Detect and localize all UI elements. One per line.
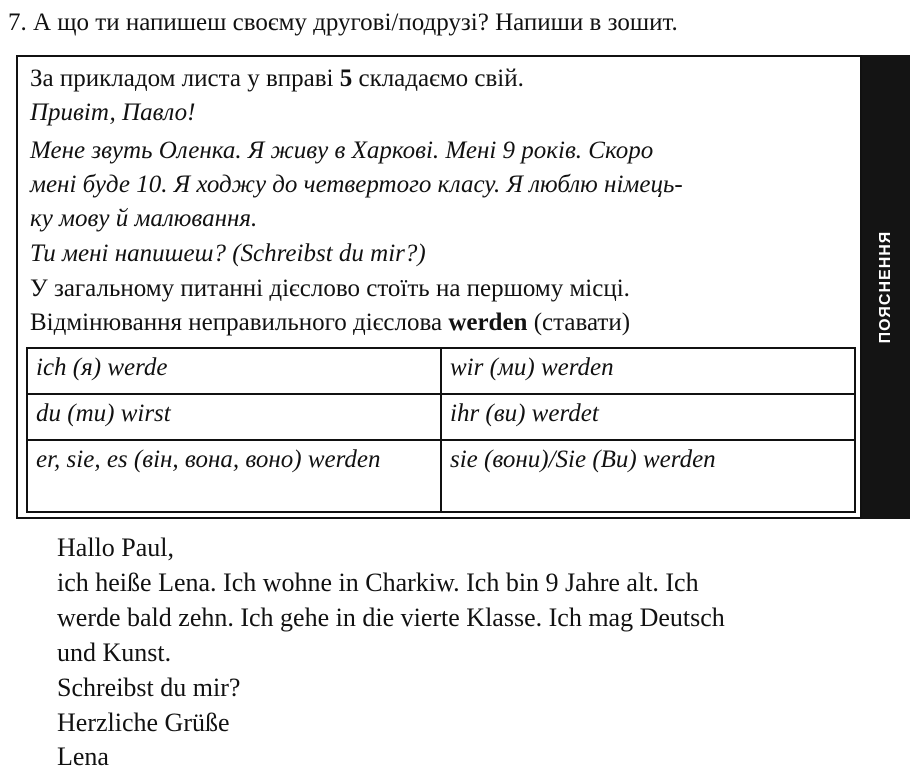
table-row [27,394,855,440]
explanation-intro [30,62,524,96]
table-cell: er, sie, es (він, вона, воно) werden [27,440,441,512]
letter-closing: Herzliche Grüße [57,708,230,737]
letter-line: werde bald zehn. Ich gehe in die vierte Klasse. Ich mag Deutsch [57,603,725,632]
caption-end: (ставати) [527,309,631,336]
letter-greeting: Hallo Paul, [57,533,174,562]
letter-line: und Kunst. [57,638,172,667]
table-row [27,348,855,394]
grammar-rule: У загальному питанні дієслово стоїть на першому місці. [30,275,630,302]
verb-werden: werden [448,309,528,336]
task-heading: 7. А що ти напишеш своєму другові/подрузі? Напиши в зошит. [8,9,678,36]
example-greeting: Привіт, Павло! [30,99,196,126]
table-cell: sie (вони)/Sie (Ви) werden [441,440,855,512]
letter-signature: Lena [57,742,109,771]
sidebar-label: ПОЯСНЕННЯ [877,230,894,344]
conjugation-caption [30,306,630,340]
exercise-number: 5 [339,65,353,92]
table-cell: du (ти) wirst [27,394,441,440]
conjugation-table [26,347,856,513]
table-cell: ihr (ви) werdet [441,394,855,440]
example-body-line: мені буде 10. Я ходжу до четвертого класу. Я люблю німець- [30,171,683,198]
table-cell: wir (ми) werden [441,348,855,394]
example-body-line: ку мову й малювання. [30,205,258,232]
example-body-line: Мене звуть Оленка. Я живу в Харкові. Мені 9 років. Скоро [30,137,654,164]
letter-line: ich heiße Lena. Ich wohne in Charkiw. Ich bin 9 Jahre alt. Ich [57,568,699,597]
example-question: Ти мені напишеш? (Schreibst du mir?) [30,240,426,267]
letter-question: Schreibst du mir? [57,673,241,702]
caption-start: Відмінювання неправильного дієслова [30,309,449,336]
table-cell: ich (я) werde [27,348,441,394]
table-row [27,440,855,512]
intro-text-start: За прикладом листа у вправі [30,65,340,92]
intro-text-end: складаємо свій. [352,65,524,92]
